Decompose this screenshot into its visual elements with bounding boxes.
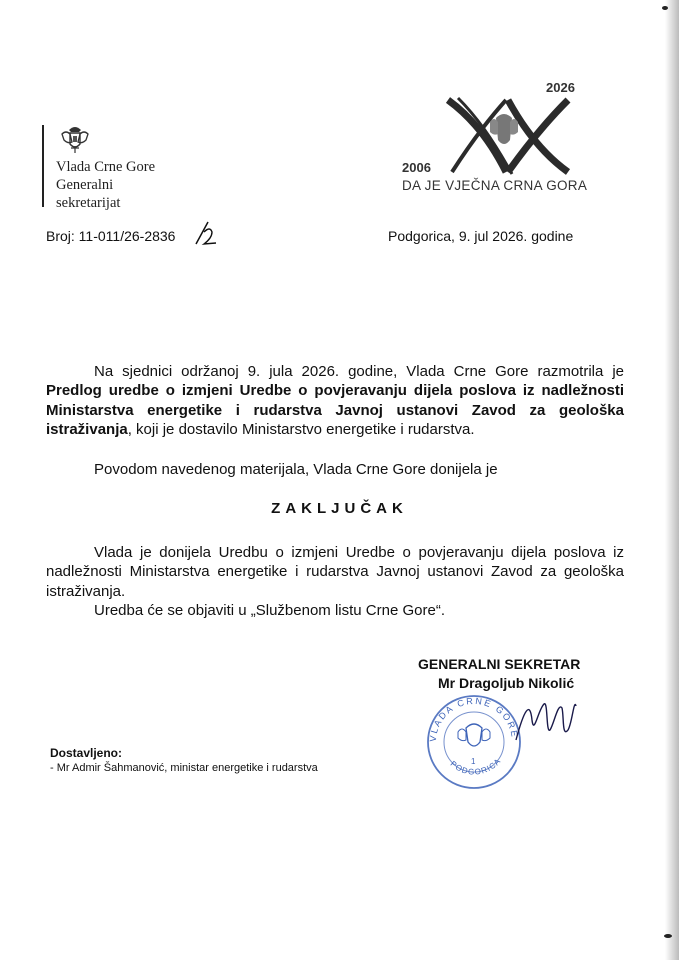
stamp-number: 1 — [471, 757, 476, 766]
document-date: Podgorica, 9. jul 2026. godine — [388, 228, 574, 244]
jubilee-year-start: 2006 — [402, 160, 431, 175]
stamp-bottom-text: PODGORICA — [448, 756, 503, 777]
reference-number: Broj: 11-011/26-2836 — [46, 228, 176, 244]
scan-speck — [664, 934, 672, 938]
scan-edge-shadow — [665, 0, 679, 960]
paragraph-session — [46, 362, 624, 440]
header-divider — [42, 125, 44, 207]
paragraph-session-subject: Predlog uredbe o izmjeni Uredbe o povjeravanju dijela poslova iz nadležnosti Ministarstva energetike i rudarstva Javnoj ustanovi Zavod za geološka istraživanja — [46, 382, 624, 439]
signatory-name: Mr Dragoljub Nikolić — [438, 675, 575, 691]
paragraph-conclusion-text: Vlada je donijela Uredbu o izmjeni Uredbe o povjeravanju dijela poslova iz nadležnosti Ministarstva energetike i rudarstva Javnoj ustanovi Zavod za geološka istraživanja. — [46, 544, 624, 600]
paragraph-session-start: Na sjednici održanoj 9. jula 2026. godine, Vlada Crne Gore razmotrila je — [94, 363, 624, 380]
stamp-top-text: VLADA CRNE GORE — [427, 695, 520, 743]
paragraph-publication-text: Uredba će se objaviti u „Službenom listu Crne Gore“. — [94, 602, 445, 619]
org-line-government: Vlada Crne Gore — [56, 159, 156, 175]
org-line-secretariat: sekretarijat — [56, 195, 121, 211]
signatory-title: GENERALNI SEKRETAR — [418, 656, 581, 672]
handwritten-signature — [510, 690, 590, 750]
paragraph-decision-intro — [46, 460, 624, 479]
delivery-label: Dostavljeno: — [50, 746, 123, 760]
scan-speck — [662, 6, 668, 10]
jubilee-year-end: 2026 — [546, 80, 575, 95]
document-title: ZAKLJUČAK — [271, 500, 408, 517]
delivery-item: - Mr Admir Šahmanović, ministar energetike i rudarstva — [50, 762, 318, 774]
paragraph-decision-intro-text: Povodom navedenog materijala, Vlada Crne Gore donijela je — [94, 461, 498, 478]
coat-of-arms-icon — [58, 122, 92, 156]
paragraph-conclusion — [46, 543, 624, 601]
org-line-general: Generalni — [56, 177, 114, 193]
paragraph-session-end: , koji je dostavilo Ministarstvo energetike i rudarstva. — [127, 421, 475, 439]
organization-name — [56, 158, 155, 212]
handwritten-suffix — [192, 218, 222, 248]
paragraph-publication — [46, 601, 624, 620]
jubilee-motto: DA JE VJEČNA CRNA GORA — [402, 178, 588, 193]
